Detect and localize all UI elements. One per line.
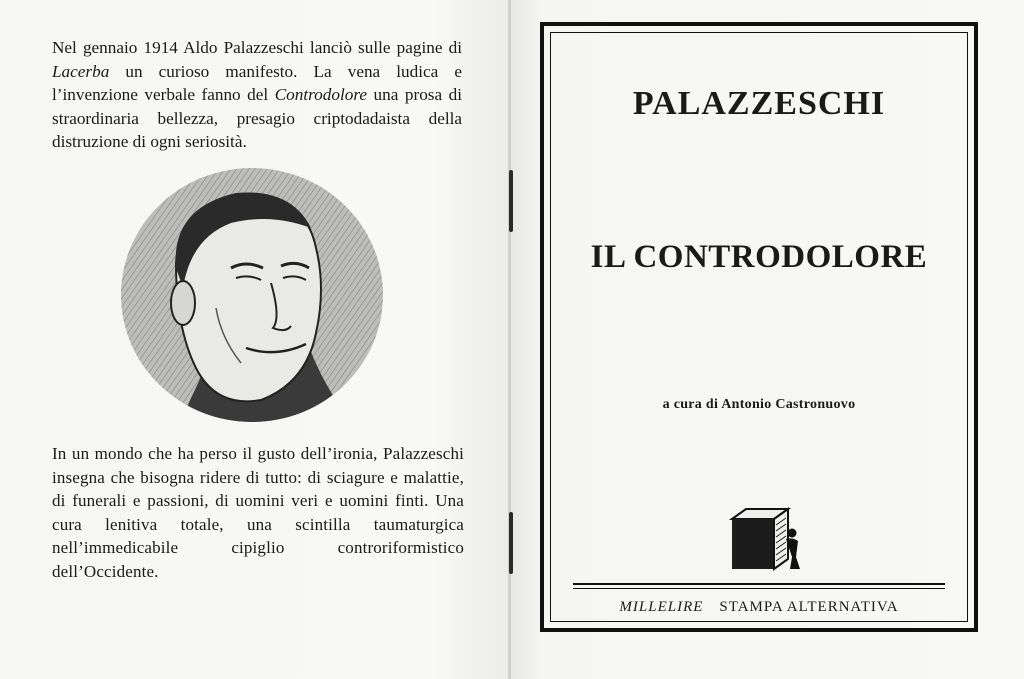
cover-publisher-line <box>551 599 967 616</box>
cover-rule-thin <box>573 588 945 589</box>
cover-rule-thick <box>573 583 945 585</box>
publisher-name: STAMPA ALTERNATIVA <box>719 599 899 615</box>
staple-top <box>509 170 513 232</box>
cover-inner-border <box>550 32 968 622</box>
publisher-book-logo-icon <box>726 505 806 573</box>
intro-italic-lacerba: Lacerba <box>52 61 110 81</box>
back-cover-page <box>0 0 510 679</box>
staple-bottom <box>509 512 513 574</box>
cover-author: PALAZZESCHI <box>632 85 886 122</box>
spine-fold <box>508 0 511 679</box>
intro-text-2: un curioso manifesto. La vena ludica e l’invenzione verbale fanno del <box>52 61 462 105</box>
cover-border <box>540 22 978 632</box>
closing-paragraph: In un mondo che ha perso il gusto dell’ironia, Palazzeschi insegna che bisogna ridere di tutto: di sciagure e malattie, di funerali e passioni, di uomini veri e uomini finti. Una cura lenitiva totale, una scintilla taumaturgica nell’immedicabile cipiglio controriformistico dell’Occidente. <box>52 444 464 581</box>
portrait-illustration <box>121 168 383 422</box>
intro-text-1: Nel gennaio 1914 Aldo Palazzeschi lanciò sulle pagine di <box>52 38 462 57</box>
cover-title: IL CONTRODOLORE <box>590 239 928 275</box>
cover-editor: a cura di Antonio Castronuovo <box>662 397 856 412</box>
intro-italic-controdolore: Controdolore <box>274 85 368 105</box>
series-name: MILLELIRE <box>619 599 704 615</box>
intro-text-3: una prosa di straordinaria bellezza, presagio criptodadaista della distruzione di ogni seriosità. <box>52 85 462 152</box>
intro-paragraph <box>52 36 462 154</box>
